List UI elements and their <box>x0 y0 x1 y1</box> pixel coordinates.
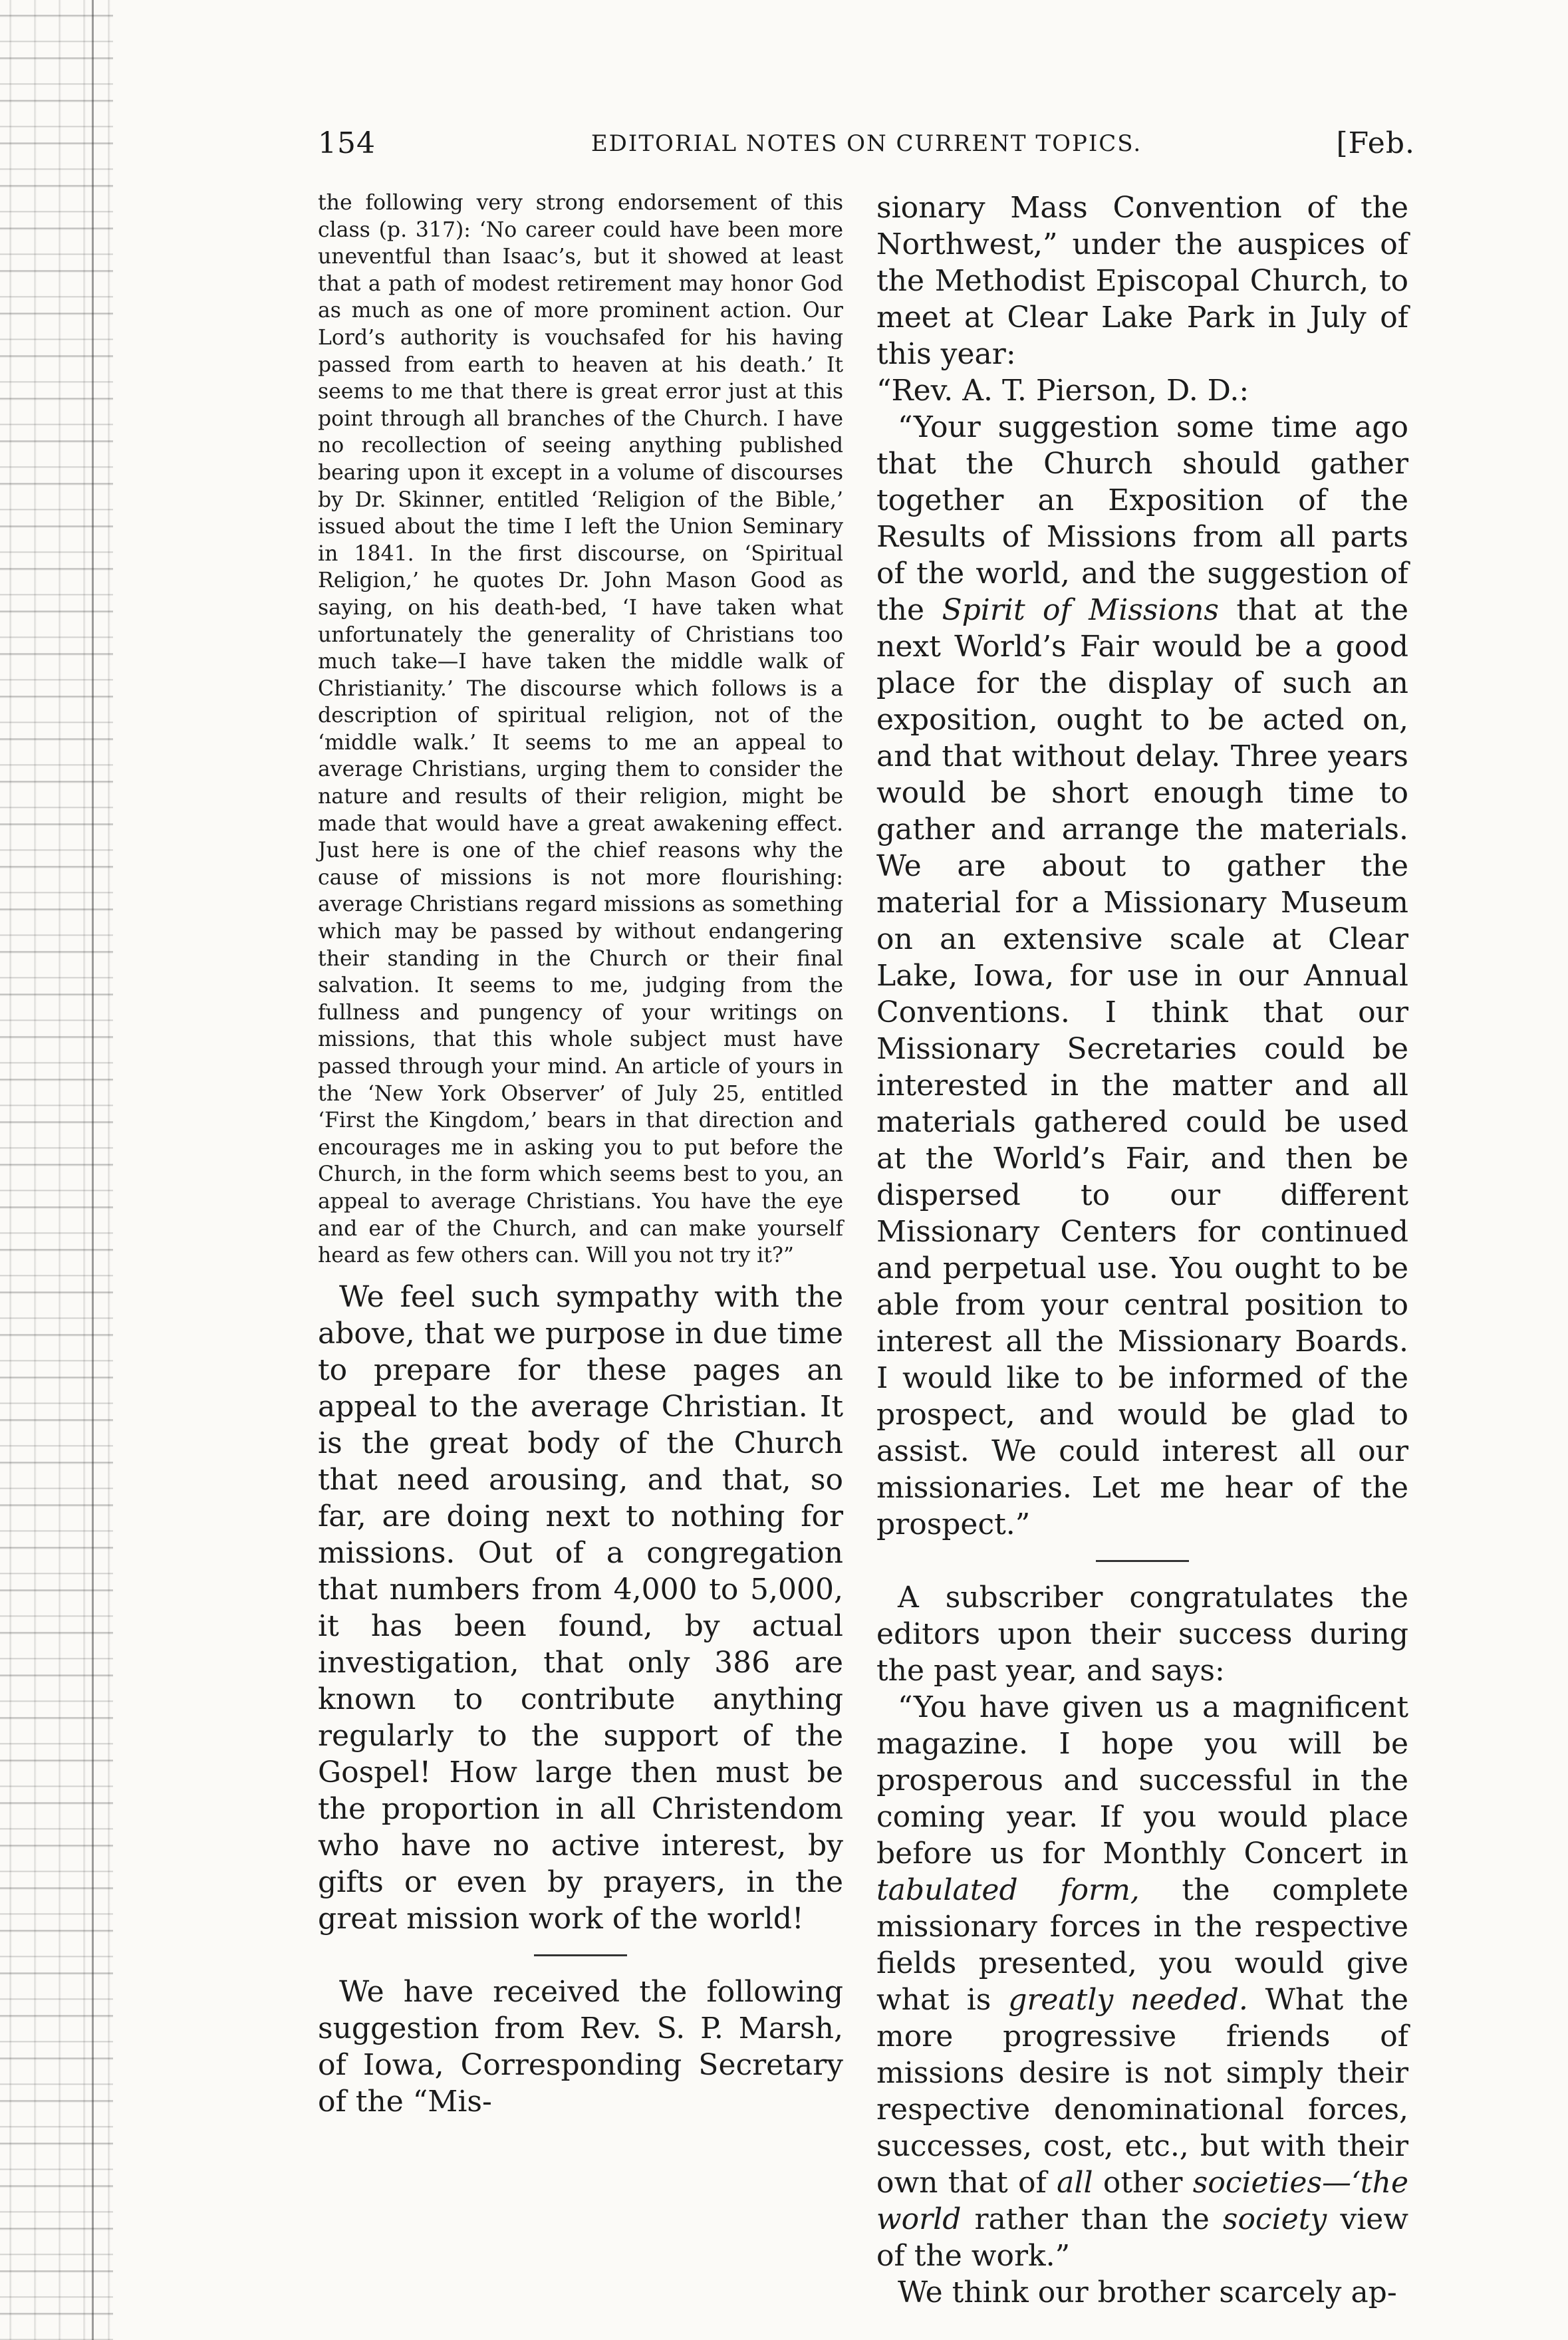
editorial-paragraph: sionary Mass Convention of the Northwest,” under the auspices of the Methodist Episcopal Church, to meet at Clear Lake Park in July of this year: <box>876 191 1408 371</box>
right-column <box>876 190 1408 2311</box>
editorial-paragraph: A subscriber congratulates the editors upon their success during the past year, and says: <box>876 1581 1408 1688</box>
issue-month: [Feb. <box>1336 126 1415 160</box>
scanned-binding-edge <box>0 0 113 2340</box>
section-divider <box>1096 1560 1189 1562</box>
binding-rule <box>92 0 94 2340</box>
running-head: EDITORIAL NOTES ON CURRENT TOPICS. <box>590 130 1142 157</box>
quoted-subscriber-letter: “You have given us a magnificent magazine. I hope you will be prosperous and successful in the coming year. If you would place before us for Monthly Concert in tabulated form, the complete missionary forces in the respective fields presented, you would give what is greatly needed. What the more progressive friends of missions desire is not simply their respective denominational forces, successes, cost, etc., but with their own that of all other societies—‘the world rather than the society view of the work.” <box>876 1690 1409 2273</box>
left-column <box>318 190 843 2120</box>
quoted-letter: “Your suggestion some time ago that the Church should gather together an Exposition of the Results of Missions from all parts of the world, and the suggestion of the Spirit of Missions that at the next World’s Fair would be a good place for the display of such an exposition, ought to be acted on, and that without delay. Three years would be short enough time to gather and arrange the materials. We are about to gather the material for a Missionary Museum on an extensive scale at Clear Lake, Iowa, for use in our Annual Conventions. I think that our Missionary Secretaries could be interested in the matter and all materials gathered could be used at the World’s Fair, and then be dispersed to our different Missionary Centers for continued and perpetual use. You ought to be able from your central position to interest all the Missionary Boards. I would like to be informed of the prospect, and would be glad to assist. We could interest all our missionaries. Let me hear of the prospect.” <box>876 410 1408 1541</box>
editorial-paragraph: We think our brother scarcely ap- <box>898 2275 1397 2309</box>
letter-salutation: “Rev. A. T. Pierson, D. D.: <box>876 374 1249 408</box>
editorial-paragraph: We have received the following suggestion from Rev. S. P. Marsh, of Iowa, Corresponding Secretary of the “Mis- <box>318 1974 843 2119</box>
section-divider <box>534 1954 627 1956</box>
page-header <box>318 126 1415 173</box>
quoted-letter-continuation: the following very strong endorsement of this class (p. 317): ‘No career could have been more uneventful than Isaac’s, but it showed at least that a path of modest retirement may honor God as much as one of more prominent action. Our Lord’s authority is vouchsafed for his having passed from earth to heaven at his death.’ It seems to me that there is great error just at this point through all branches of the Church. I have no recollection of seeing anything published bearing upon it except in a volume of discourses by Dr. Skinner, entitled ‘Religion of the Bible,’ issued about the time I left the Union Seminary in 1841. In the first discourse, on ‘Spiritual Religion,’ he quotes Dr. John Mason Good as saying, on his death-bed, ‘I have taken what unfortunately the generality of Christians too much take—I have taken the middle walk of Christianity.’ The discourse which follows is a description of spiritual religion, not of the ‘middle walk.’ It seems to me an appeal to average Christians, urging them to consider the nature and results of their religion, might be made that would have a great awakening effect. Just here is one of the chief reasons why the cause of missions is not more flourishing: average Christians regard missions as something which may be passed by without endangering their standing in the Church or their final salvation. It seems to me, judging from the fullness and pungency of your writings on missions, that this whole subject must have passed through your mind. An article of yours in the ‘New York Observer’ of July 25, entitled ‘First the Kingdom,’ bears in that direction and encourages me in asking you to put before the Church, in the form which seems best to you, an appeal to average Christians. You have the eye and ear of the Church, and can make yourself heard as few others can. Will you not try it?” <box>318 191 843 1268</box>
page-number: 154 <box>318 126 376 160</box>
editorial-paragraph: We feel such sympathy with the above, that we purpose in due time to prepare for these pages an appeal to the average Christian. It is the great body of the Church that need arousing, and that, so far, are doing next to nothing for missions. Out of a congregation that numbers from 4,000 to 5,000, it has been found, by actual investigation, that only 386 are known to contribute anything regularly to the support of the Gospel! How large then must be the proportion in all Christendom who have no active interest, by gifts or even by prayers, in the great mission work of the world! <box>318 1279 843 1936</box>
